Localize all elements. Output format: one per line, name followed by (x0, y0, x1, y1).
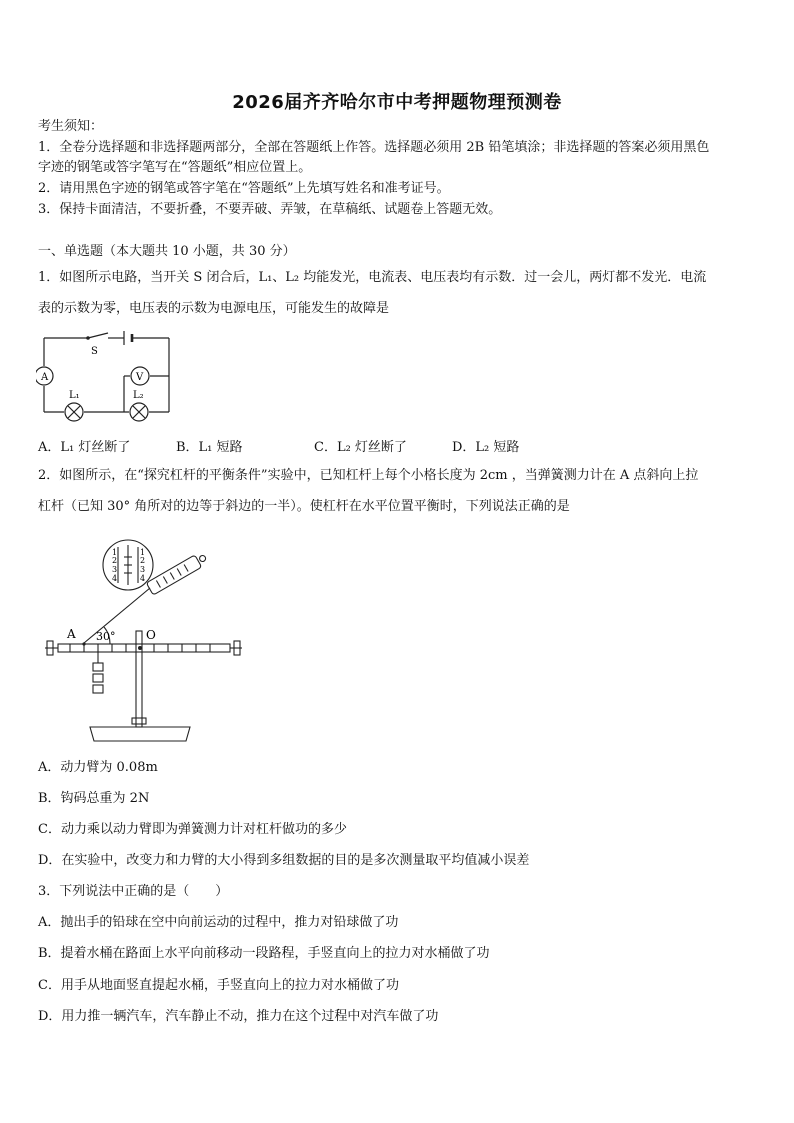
scale-left-3: 3 (112, 565, 118, 574)
q1-option-c: C．L₂ 灯丝断了 (314, 440, 407, 455)
scale-right-3: 3 (140, 565, 146, 574)
q3-stem: 3．下列说法中正确的是（ ） (38, 884, 229, 899)
notice-item-1-cont: 字迹的钢笔或答字笔写在“答题纸”相应位置上。 (38, 160, 312, 175)
q1-stem-line1: 1．如图所示电路，当开关 S 闭合后，L₁、L₂ 均能发光，电流表、电压表均有示数．过一会儿，两灯都不发光．电流 (38, 270, 707, 285)
q2-option-c: C．动力乘以动力臂即为弹簧测力计对杠杆做功的多少 (38, 822, 347, 837)
q1-circuit-diagram (36, 330, 176, 426)
lamp1-label: L₁ (69, 390, 80, 401)
scale-left-1: 1 (112, 548, 118, 557)
scale-right-2: 2 (140, 556, 146, 565)
page-title: 2026届齐齐哈尔市中考押题物理预测卷 (232, 92, 562, 113)
q1-options (38, 436, 758, 454)
q2-stem-line2: 杠杆（已知 30° 角所对的边等于斜边的一半）。使杠杆在水平位置平衡时，下列说法正确的是 (38, 499, 570, 514)
q2-stem-line1: 2．如图所示，在“探究杠杆的平衡条件”实验中，已知杠杆上每个小格长度为 2cm ，当弹簧测力计在 A 点斜向上拉 (38, 468, 699, 483)
angle-label: 30° (96, 630, 116, 643)
voltmeter-label: V (136, 372, 144, 383)
notice-item-1: 1．全卷分选择题和非选择题两部分，全部在答题纸上作答。选择题必须用 2B 铅笔填涂；非选择题的答案必须用黑色 (38, 140, 710, 155)
notice-item-3: 3．保持卡面清洁，不要折叠，不要弄破、弄皱，在草稿纸、试题卷上答题无效。 (38, 202, 502, 217)
q2-option-d: D．在实验中，改变力和力臂的大小得到多组数据的目的是多次测量取平均值减小误差 (38, 853, 530, 868)
q2-option-b: B．钩码总重为 2N (38, 791, 150, 806)
q1-option-a: A．L₁ 灯丝断了 (38, 440, 131, 455)
lamp2-label: L₂ (133, 390, 144, 401)
q3-option-a: A．抛出手的铅球在空中向前运动的过程中，推力对铅球做了功 (38, 915, 399, 930)
point-a-label: A (67, 627, 76, 641)
q3-option-d: D．用力推一辆汽车，汽车静止不动，推力在这个过程中对汽车做了功 (38, 1009, 439, 1024)
q3-option-b: B．提着水桶在路面上水平向前移动一段路程，手竖直向上的拉力对水桶做了功 (38, 946, 490, 961)
switch-label: S (91, 346, 98, 357)
scale-left-4: 4 (112, 574, 118, 583)
ammeter-label: A (41, 372, 49, 383)
q3-option-c: C．用手从地面竖直提起水桶，手竖直向上的拉力对水桶做了功 (38, 978, 399, 993)
q1-stem-line2: 表的示数为零，电压表的示数为电源电压，可能发生的故障是 (38, 301, 390, 316)
notice-item-2: 2．请用黑色字迹的钢笔或答字笔在“答题纸”上先填写姓名和准考证号。 (38, 181, 450, 196)
scale-right-4: 4 (140, 574, 146, 583)
q1-option-b: B．L₁ 短路 (176, 440, 243, 455)
pivot-label: O (146, 628, 156, 642)
scale-left-2: 2 (112, 556, 118, 565)
notice-heading: 考生须知： (38, 119, 104, 134)
section-heading: 一、单选题（本大题共 10 小题，共 30 分） (38, 244, 296, 259)
q2-lever-diagram (40, 535, 245, 745)
q1-option-d: D．L₂ 短路 (452, 440, 520, 455)
scale-right-1: 1 (140, 548, 146, 557)
q2-option-a: A．动力臂为 0.08m (38, 760, 158, 775)
